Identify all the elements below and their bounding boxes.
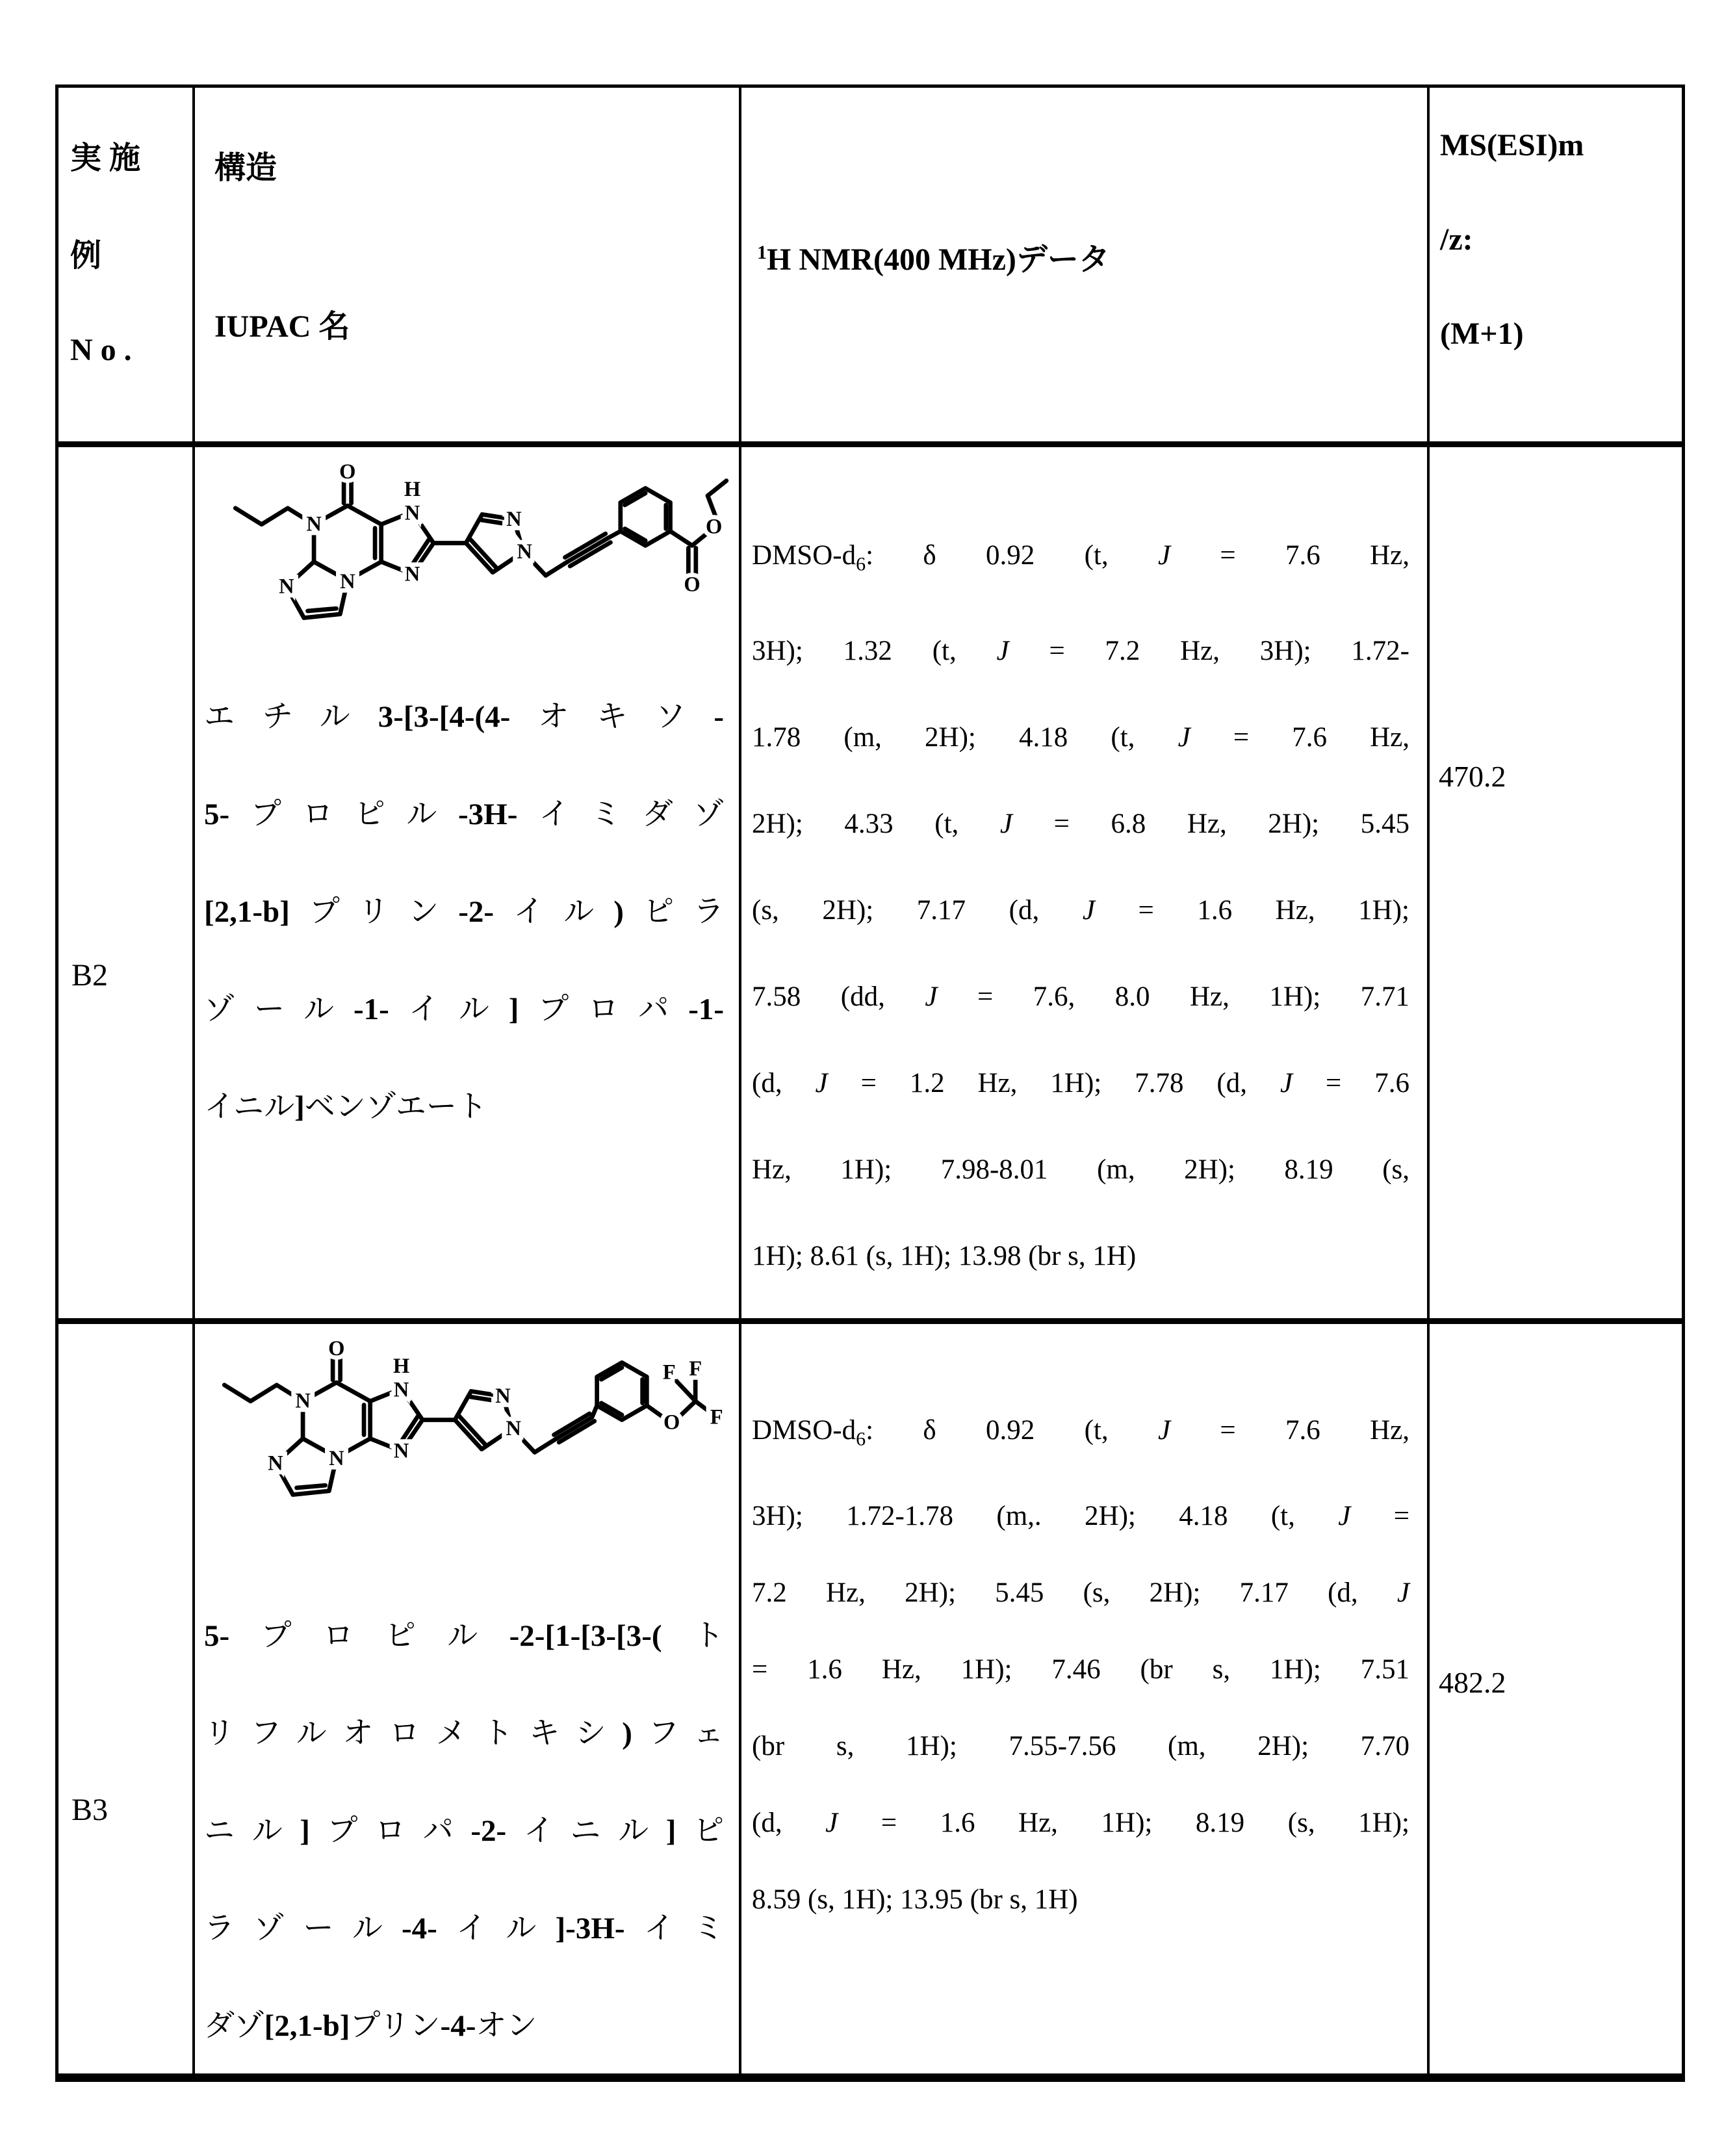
text-line: DMSO-$d_6$: δ 0.92 (t, J = 7.6 Hz, bbox=[752, 540, 1410, 575]
atom-label-fluorine: F bbox=[662, 1360, 676, 1384]
iupac-name-b3 bbox=[204, 1587, 724, 2075]
text-line: (s, 2H); 7.17 (d, J = 1.6 Hz, 1H); bbox=[752, 894, 1409, 926]
atom-label-oxygen: O bbox=[339, 460, 356, 484]
cell-example-no-b3 bbox=[58, 1324, 195, 2073]
atom-label-nitrogen: N bbox=[279, 575, 294, 599]
text-line: 7.2 Hz, 2H); 5.45 (s, 2H); 7.17 (d, J bbox=[752, 1577, 1409, 1608]
cell-ms-b2 bbox=[1430, 447, 1682, 1324]
text-line: ゾール-1-イル]プロパ-1- bbox=[204, 993, 725, 1026]
atom-label-nitrogen: N bbox=[393, 1378, 409, 1402]
header-ms bbox=[1430, 88, 1682, 447]
text-line: = 1.6 Hz, 1H); 7.46 (br s, 1H); 7.51 bbox=[752, 1654, 1409, 1685]
atom-label-oxygen: O bbox=[684, 573, 701, 597]
atom-label-nitrogen: N bbox=[268, 1451, 283, 1475]
text-line: [2,1-b]プリン-2-イル)ピラ bbox=[204, 895, 724, 929]
text-line: 1.78 (m, 2H); 4.18 (t, J = 7.6 Hz, bbox=[752, 721, 1409, 753]
text-line: 5-プロピル-3H-イミダゾ bbox=[204, 798, 725, 831]
text-line: 3H); 1.32 (t, J = 7.2 Hz, 3H); 1.72- bbox=[752, 635, 1410, 666]
atom-label-nitrogen: N bbox=[295, 1389, 311, 1413]
text-line: 5-プロピル-2-[1-[3-[3-(ト bbox=[204, 1619, 725, 1653]
text-line: (d, J = 1.2 Hz, 1H); 7.78 (d, J = 7.6 bbox=[752, 1067, 1409, 1098]
atom-label-nitrogen: N bbox=[404, 562, 420, 586]
header-example-no-text bbox=[70, 106, 148, 398]
atom-label-oxygen: O bbox=[328, 1337, 345, 1361]
atom-label-nitrogen: N bbox=[340, 569, 355, 593]
text-line: (d, J = 1.6 Hz, 1H); 8.19 (s, 1H); bbox=[752, 1807, 1409, 1838]
chemical-structure-b2-icon bbox=[209, 457, 739, 644]
text-line: 2H); 4.33 (t, J = 6.8 Hz, 2H); 5.45 bbox=[752, 808, 1409, 839]
cell-structure-b2 bbox=[195, 447, 741, 1324]
text-line: 7.58 (dd, J = 7.6, 8.0 Hz, 1H); 7.71 bbox=[752, 981, 1409, 1012]
atom-label-nitrogen: N bbox=[495, 1384, 511, 1409]
header-nmr bbox=[741, 88, 1430, 447]
atom-label-nitrogen: N bbox=[329, 1446, 344, 1470]
text-line: 3H); 1.72-1.78 (m,. 2H); 4.18 (t, J = bbox=[752, 1500, 1409, 1531]
text-line: No. bbox=[70, 332, 140, 367]
atom-label-hydrogen: H bbox=[392, 1355, 410, 1379]
text-line: リフルオロメトキシ)フェ bbox=[204, 1717, 725, 1750]
atom-label-fluorine: F bbox=[710, 1405, 723, 1429]
text-line: 例 bbox=[70, 238, 110, 273]
ms-value: 470.2 bbox=[1439, 760, 1506, 793]
text-line: DMSO-$d_6$: δ 0.92 (t, J = 7.6 Hz, bbox=[752, 1415, 1410, 1450]
cell-example-no-b2 bbox=[58, 447, 195, 1324]
text-line: (M+1) bbox=[1440, 316, 1524, 351]
text-line: 構造 bbox=[214, 150, 277, 185]
chemical-structure-b3-icon bbox=[198, 1334, 728, 1521]
header-ms-text bbox=[1440, 129, 1584, 350]
text-line: MS(ESI)m bbox=[1440, 127, 1584, 162]
ms-value: 482.2 bbox=[1439, 1666, 1506, 1699]
header-example-no bbox=[58, 88, 195, 447]
cell-nmr-b2 bbox=[741, 447, 1430, 1324]
text-line: 8.59 (s, 1H); 13.95 (br s, 1H) bbox=[752, 1884, 1078, 1915]
cell-structure-b3 bbox=[195, 1324, 741, 2073]
nmr-data-b2 bbox=[752, 512, 1409, 1299]
atom-label-oxygen: O bbox=[663, 1410, 680, 1435]
compound-table bbox=[55, 84, 1685, 2082]
nmr-data-b3 bbox=[752, 1392, 1409, 1938]
atom-label-hydrogen: H bbox=[404, 478, 421, 502]
text-line: 実施 bbox=[70, 140, 149, 175]
text-line: IUPAC 名 bbox=[214, 309, 350, 344]
text-line: 1H); 8.61 (s, 1H); 13.98 (br s, 1H) bbox=[752, 1240, 1137, 1271]
text-line: Hz, 1H); 7.98-8.01 (m, 2H); 8.19 (s, bbox=[752, 1154, 1409, 1185]
atom-label-fluorine: F bbox=[689, 1357, 702, 1381]
header-structure-iupac bbox=[195, 88, 741, 447]
text-line: /z: bbox=[1440, 222, 1473, 257]
atom-label-nitrogen: N bbox=[404, 501, 420, 525]
header-nmr-text: $^1$H NMR(400 MHz)データ bbox=[757, 242, 1110, 277]
text-line: ニル]プロパ-2-イニル]ピ bbox=[204, 1814, 725, 1848]
iupac-name-b2 bbox=[204, 668, 724, 1156]
text-line: ラゾール-4-イル]-3H-イミ bbox=[204, 1912, 724, 1945]
atom-label-nitrogen: N bbox=[517, 539, 532, 564]
text-line: エチル3-[3-[4-(4-オキソ- bbox=[204, 700, 725, 734]
atom-label-nitrogen: N bbox=[393, 1439, 409, 1463]
example-no-label: B2 bbox=[71, 958, 109, 993]
text-line: ダゾ[2,1-b]プリン-4-オン bbox=[204, 2009, 537, 2043]
atom-label-nitrogen: N bbox=[306, 512, 322, 536]
cell-ms-b3 bbox=[1430, 1324, 1682, 2073]
atom-label-oxygen: O bbox=[705, 515, 723, 539]
text-line: イニル]ベンゾエート bbox=[204, 1090, 487, 1124]
text-line: (br s, 1H); 7.55-7.56 (m, 2H); 7.70 bbox=[752, 1730, 1409, 1761]
cell-nmr-b3 bbox=[741, 1324, 1430, 2073]
atom-label-nitrogen: N bbox=[506, 1416, 521, 1440]
header-structure-iupac-text bbox=[214, 148, 350, 344]
atom-label-nitrogen: N bbox=[506, 508, 522, 532]
example-no-label: B3 bbox=[71, 1793, 109, 1827]
